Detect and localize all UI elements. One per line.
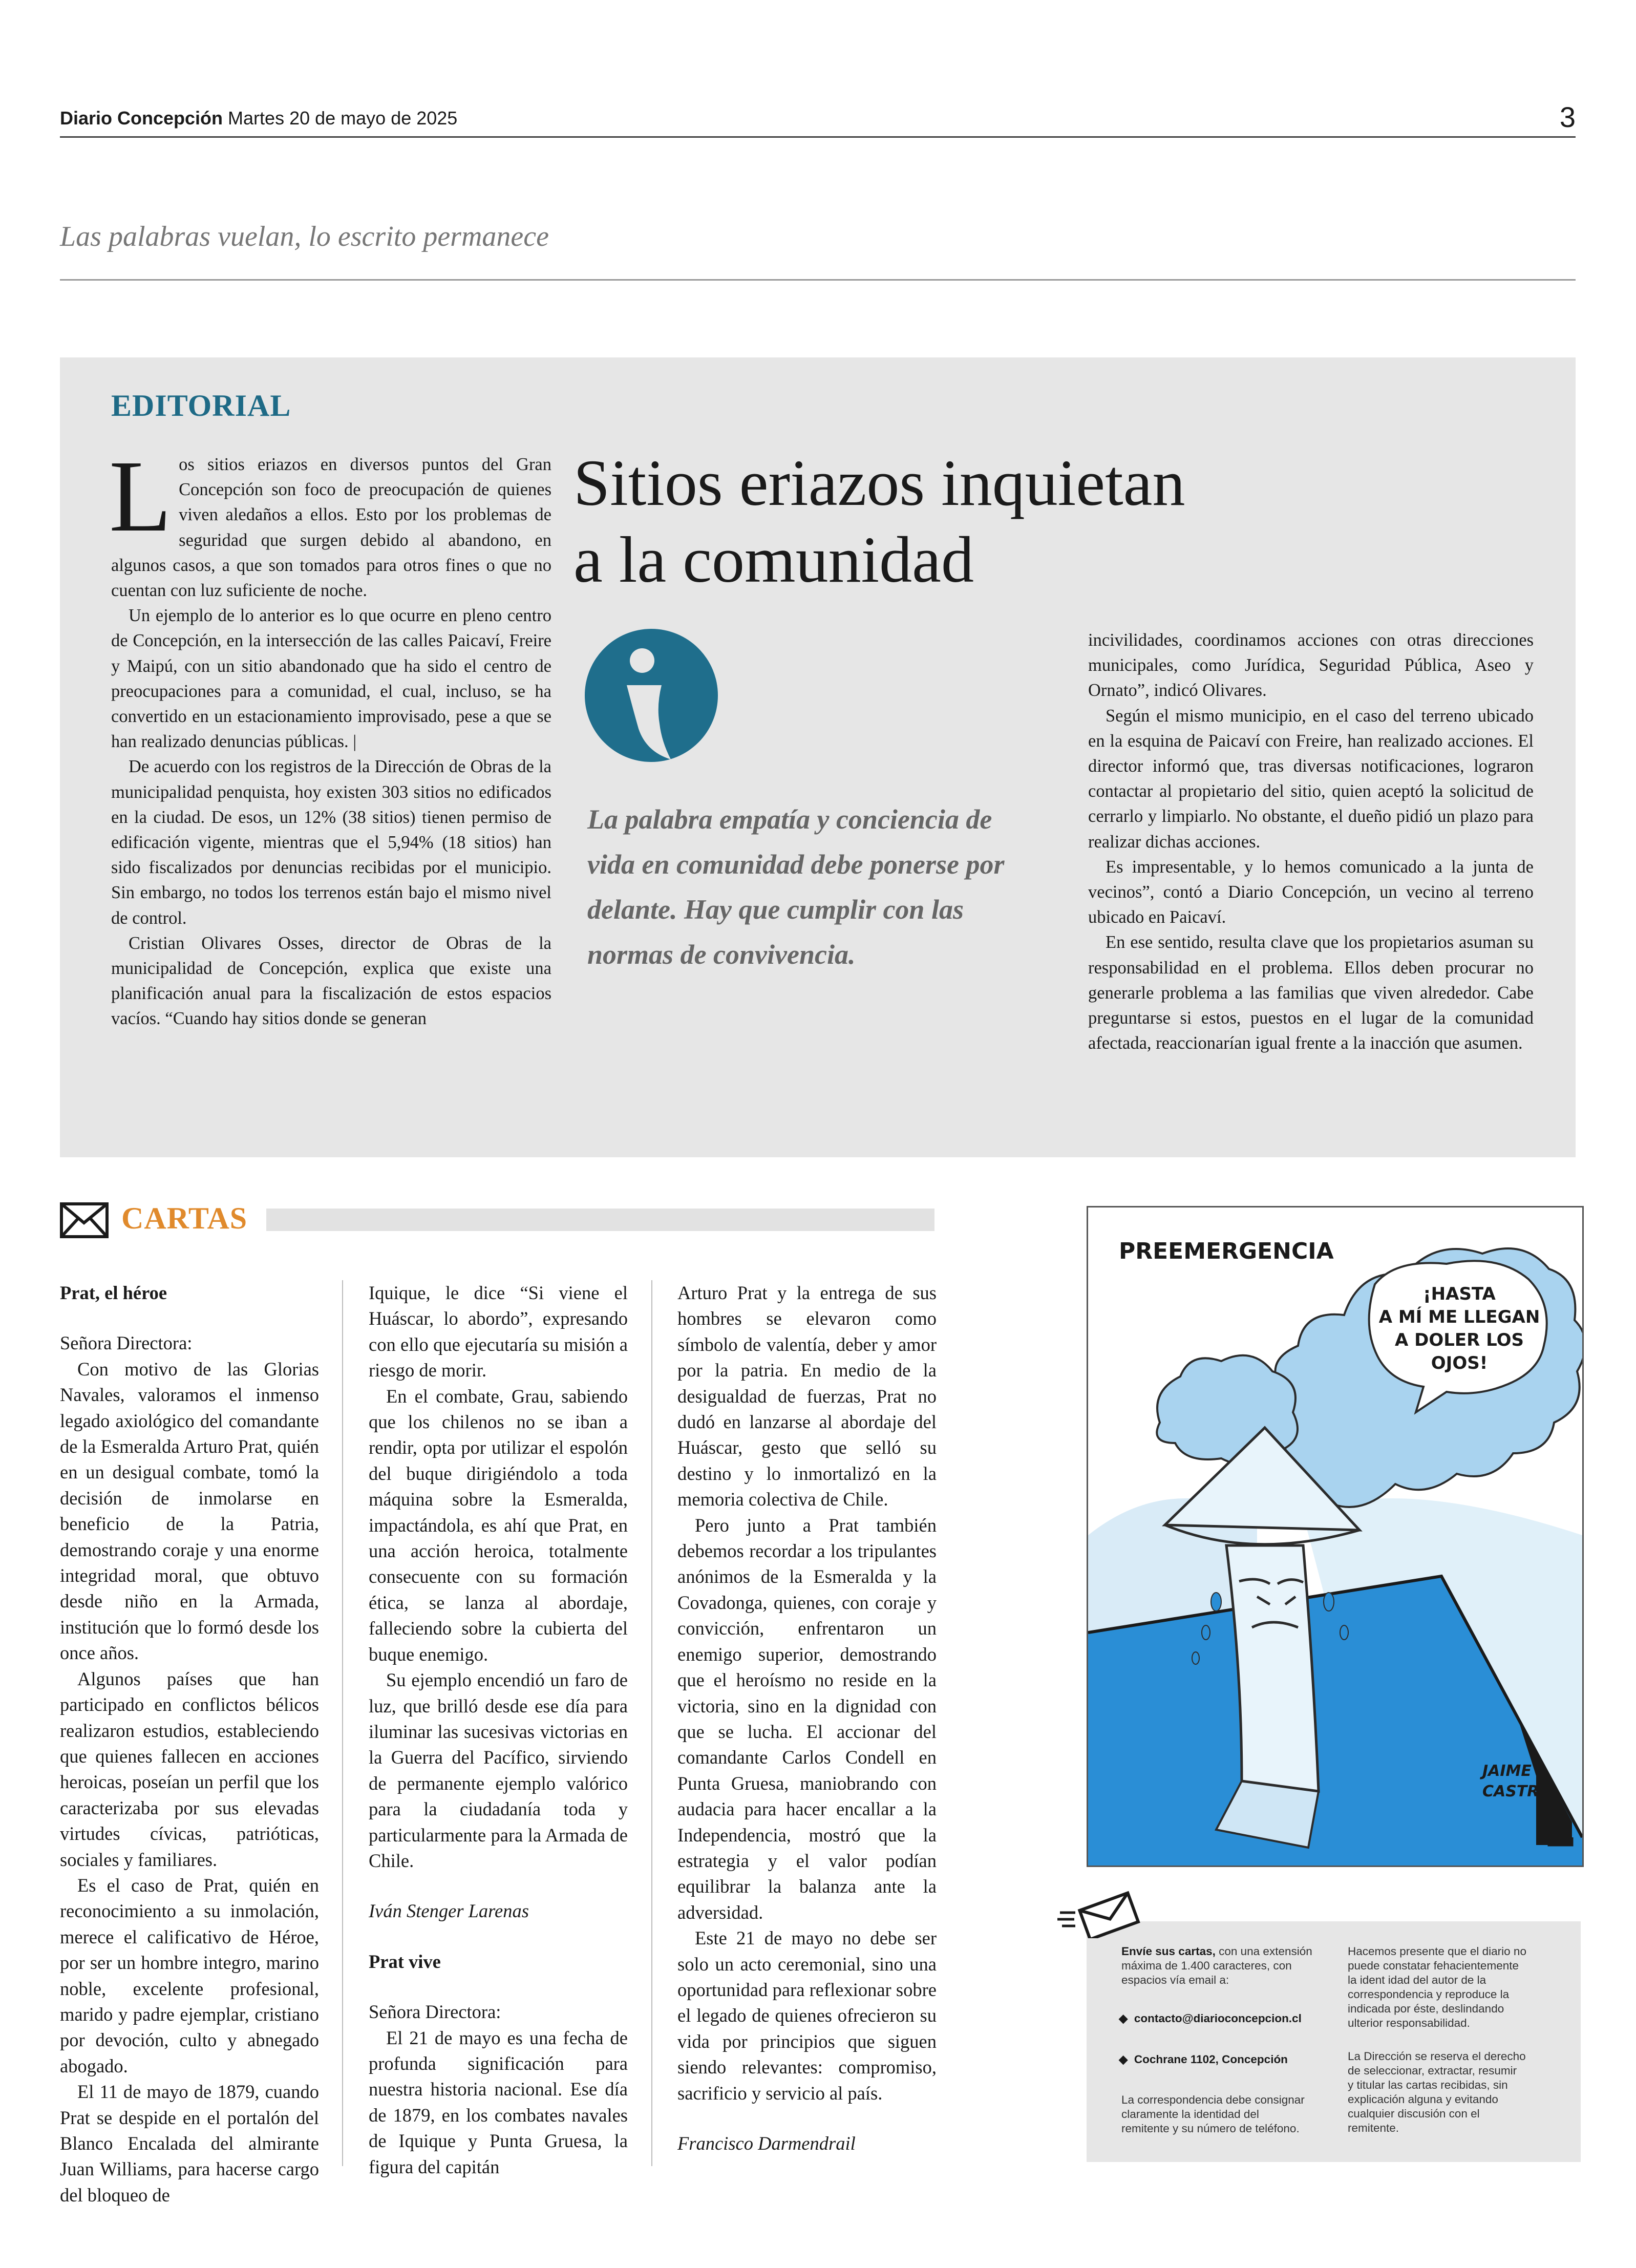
column-rule [342,1280,343,2166]
editorial-paragraph: De acuerdo con los registros de la Dirección de Obras de la municipalidad penquista, hoy existen 303 sitios no edificados en la ciudad. De esos, un 12% (38 sitios) tienen permiso de edificación vigente, mientras que el 5,94% (18 sitios) han sido fiscalizados por denuncias recibidas por el municipio. Sin embargo, no todos los terrenos están bajo el mismo nivel de control. [111,757,551,928]
pull-quote: La palabra empatía y conciencia de vida en comunidad debe ponerse por delante. Hay que cumplir con las normas de convivencia. [587,804,1005,970]
letter-paragraph: Su ejemplo encendió un faro de luz, que brilló desde ese día para iluminar las sucesivas victorias en la Guerra del Pacífico, sirviendo de permanente ejemplo valórico para la ciudadanía toda y particularmente para la Armada de Chile. [369,1669,628,1871]
letters-column-2 [369,1280,628,2180]
editorial-paragraph: Los sitios eriazos en diversos puntos del Gran Concepción son foco de preocupación de quienes viven aledaños a ellos. Esto por los problemas de seguridad que surgen debido al abandono, en algunos casos, a que son tomados para otros fines o que no cuentan con luz suficiente de noche. [109,440,551,601]
editorial-paragraph: Es impresentable, y lo hemos comunicado a la junta de vecinos”, contó a Diario Concepción, un vecino al terreno ubicado en Paicaví. [1088,857,1534,927]
cartoon-drawing [1088,1207,1582,1866]
speech-text: ¡HASTA [1423,1284,1496,1304]
letters-column-1 [60,1280,319,2208]
editorial-paragraph: Cristian Olivares Osses, director de Obras de la municipalidad de Concepción, explica que existe una planificación anual para la fiscalización de estos espacios vacíos. “Cuando hay sitios donde se generan [111,933,551,1029]
letter-paragraph: Arturo Prat y la entrega de sus hombres se elevaron como símbolo de valentía, deber y amor por la patria. En medio de la desigualdad de fuerzas, Prat no dudó en lanzarse al abordaje del Huáscar, gesto que selló su destino y lo inmortalizó en la memoria colectiva de Chile. [677,1282,937,1510]
editorial-label: EDITORIAL [111,389,291,422]
editorial-paragraph: En ese sentido, resulta clave que los propietarios asuman su responsabilidad en el problema. Ellos deben procurar no generarle problema a las familias que viven alrededor. Cabe preguntarse si estos, puestos en el lugar de la comunidad afectada, reaccionarían igual frente a la inacción que asumen. [1088,932,1534,1053]
disclaimer-editing: La Dirección se reserva el derecho de seleccionar, extractar, resumir y titular las cartas recibidas, sin explicación alguna y evitando cualquier discusión con el remitente. [1348,2050,1526,2134]
editorial-box [60,357,1576,1157]
editorial-column-3 [1088,628,1534,1056]
letter-paragraph: El 11 de mayo de 1879, cuando Prat se despide en el portalón del Blanco Encalada del almirante Juan Williams, para hacerse cargo del bloqueo de [60,2081,319,2206]
contact-address: Cochrane 1102, Concepción [1134,2053,1288,2066]
editorial-headline: Sitios eriazos inquietan a la comunidad [573,447,1185,596]
letter-greeting: Señora Directora: [369,2001,501,2023]
cartoonist-signature: JAIME [1482,1762,1532,1780]
info-icon [585,629,718,762]
envelope-icon [60,1202,109,1238]
letter-paragraph: Iquique, le dice “Si viene el Huáscar, lo abordo”, expresando con ello que ejecutaría su misión a riesgo de morir. [369,1282,628,1381]
letter-paragraph: Con motivo de las Glorias Navales, valoramos el inmenso legado axiológico del comandante de la Esmeralda Arturo Prat, quién en un desigual combate, tomó la decisión de inmolarse en beneficio de la Patria, demostrando coraje y una enorme integridad moral, que obtuvo desde niño en la Armada, institución que lo formó desde los once años. [60,1358,319,1664]
letter-paragraph: Algunos países que han participado en conflictos bélicos realizaron estudios, estableciendo que quienes fallecen en acciones heroicas, poseían un perfil que los caracterizaba por sus elevadas virtudes cívicas, patrióticas, sociales y familiares. [60,1668,319,1870]
section-bar [266,1209,934,1231]
letter-signature: Iván Stenger Larenas [369,1900,529,1922]
disclaimer-authorship: Hacemos presente que el diario no puede constatar fehacientemente la ident idad del autor de la correspondencia y reproduce la indicada por éste, deslindando ulterior responsabilidad. [1348,1945,1526,2029]
contact-email[interactable]: contacto@diarioconcepcion.cl [1134,2012,1302,2025]
contact-instructions: Envíe sus cartas, con una extensión máxima de 1.400 caracteres, con espacios vía email a: [1121,1945,1312,1986]
cartoonist-signature: CASTRO [1482,1783,1552,1800]
editorial-paragraph: Según el mismo municipio, en el caso del terreno ubicado en la esquina de Paicaví con Freire, han realizado acciones. El director informó que, tras diversas notificaciones, lograron contactar al propietario del sitio, quien aceptó la solicitud de cerrarlo y limpiarlo. No obstante, el dueño pidió un plazo para realizar dichas acciones. [1088,706,1534,852]
page-header [60,100,1576,138]
contact-email-row: ◆ contacto@diarioconcepcion.cl [1119,2012,1302,2025]
editorial-column-1 [109,440,551,1032]
contact-address-row: ◆ Cochrane 1102, Concepción [1119,2053,1288,2066]
letter-paragraph: El 21 de mayo es una fecha de profunda significación para nuestra historia nacional. Ese día de 1879, en los combates navales de Iquique y Punta Gruesa, la figura del capitán [369,2027,628,2177]
page-number: 3 [1559,101,1576,133]
letter-paragraph: Es el caso de Prat, quién en reconocimiento a su inmolación, merece el calificativo de Héroe, por ser un hombre integro, marino noble, excelente profesional, marido y padre ejemplar, cristiano por devoción, culto y abnegado abogado. [60,1874,319,2076]
send-letter-icon [1055,1890,1142,1938]
letters-column-3 [677,1280,937,2156]
cartas-label: CARTAS [121,1201,248,1235]
contact-note: La correspondencia debe consignar claramente la identidad del remitente y su número de teléfono. [1121,2093,1305,2135]
letter-paragraph: Pero junto a Prat también debemos recordar a los tripulantes anónimos de la Esmeralda y la Covadonga, quienes, con coraje y convicción, enfrentaron un enemigo superior, demostrando que el heroísmo no reside en la victoria, sino en la dignidad con que se lucha. El accionar del comandante Carlos Condell en Punta Gruesa, maniobrando con audacia para hacer encallar a la Independencia, mostró que la estrategia y el valor podían equilibrar la balanza ante la adversidad. [677,1514,937,1923]
speech-text: OJOS! [1431,1353,1488,1373]
speech-text: A DOLER LOS [1394,1330,1524,1350]
brand-name: Diario Concepción [60,108,223,129]
masthead [60,108,457,129]
editorial-cartoon [1087,1206,1584,1867]
letter-greeting: Señora Directora: [60,1332,193,1354]
letter-signature: Francisco Darmendrail [677,2133,856,2154]
letter-paragraph: En el combate, Grau, sabiendo que los chilenos no se iban a rendir, opta por utilizar el espolón del buque dirigiéndolo a toda máquina sobre la Esmeralda, impactándola, es ahí que Prat, en una acción heroica, totalmente consecuente con su formación ética, se lanza al abordaje, falleciendo sobre la cubierta del buque enemigo. [369,1385,628,1665]
issue-date: Martes 20 de mayo de 2025 [228,108,458,129]
editorial-paragraph: incivilidades, coordinamos acciones con otras direcciones municipales, como Jurídica, Seguridad Pública, Aseo y Ornato”, indicó Olivares. [1088,630,1534,701]
speech-text: A MÍ ME LLEGAN [1378,1307,1540,1327]
drop-cap: L [109,440,172,553]
cartoon-title: PREEMERGENCIA [1119,1238,1334,1264]
letter-paragraph: Este 21 de mayo no debe ser solo un acto ceremonial, sino una oportunidad para reflexionar sobre el legado de quienes ofrecieron su vida por principios que siguen siendo relevantes: compromiso, sacrificio y servicio al país. [677,1927,937,2104]
letter-title: Prat, el héroe [60,1282,167,1303]
letter-title: Prat vive [369,1951,441,1972]
column-rule [651,1280,652,2166]
section-motto: Las palabras vuelan, lo escrito permanece [60,220,1576,281]
editorial-paragraph: Un ejemplo de lo anterior es lo que ocurre en pleno centro de Concepción, en la intersección de las calles Paicaví, Freire y Maipú, con un sitio abandonado que ha sido el centro de preocupaciones para a comunidad, el cual, incluso, se ha convertido en un estacionamiento improvisado, pese a que se han realizado denuncias públicas. | [111,606,551,752]
